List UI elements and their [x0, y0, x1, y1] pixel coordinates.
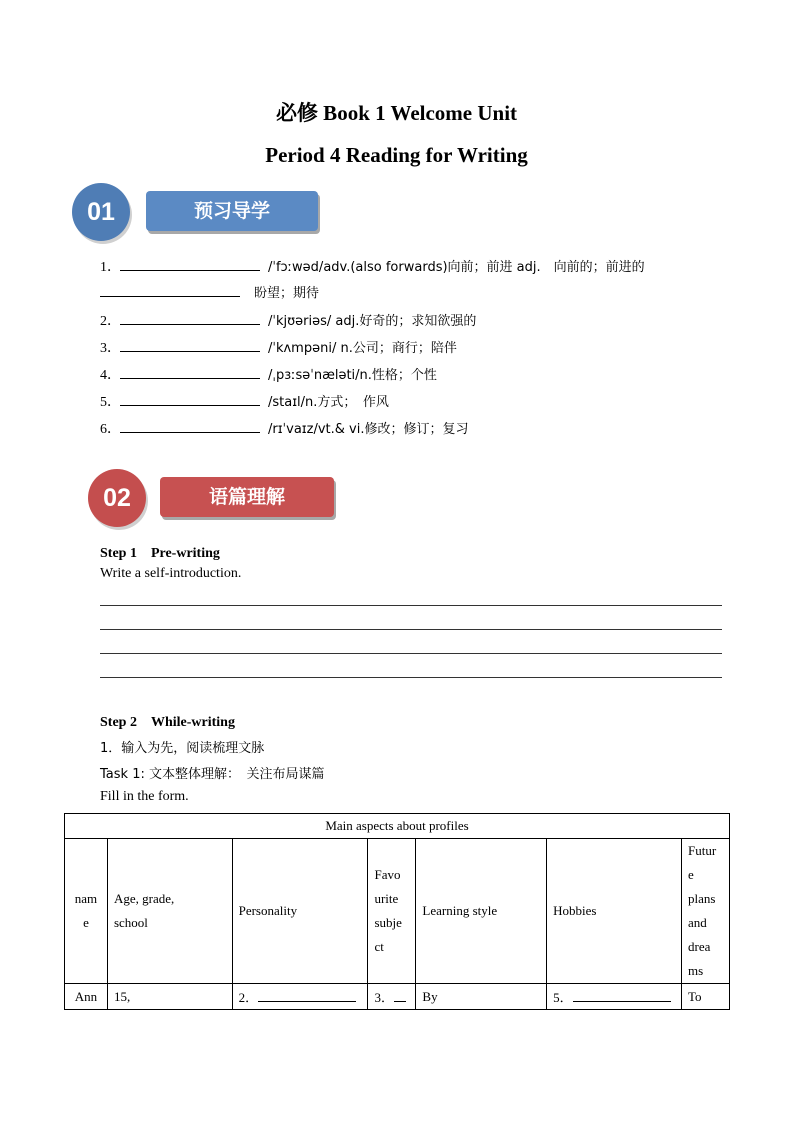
answer-blank[interactable] — [394, 989, 406, 1002]
page-title: 必修 Book 1 Welcome Unit — [275, 101, 518, 125]
answer-blank[interactable] — [120, 338, 260, 352]
step1-title: Step 1 Pre-writing — [100, 546, 220, 561]
vocab-item-5 — [100, 392, 389, 412]
vocab-definition: /rɪˈvaɪz/vt.& vi.修改；修订；复习 — [268, 422, 469, 437]
header-subject: Favo urite subje ct — [368, 839, 416, 984]
writing-line[interactable] — [100, 677, 722, 678]
answer-blank[interactable] — [258, 989, 356, 1002]
header-age: Age, grade, school — [107, 839, 232, 984]
vocab-definition: /staɪl/n.方式； 作风 — [268, 395, 389, 410]
profile-table — [64, 813, 730, 1010]
vocab-number: 5． — [100, 395, 121, 410]
step1-instruction: Write a self-introduction. — [100, 566, 242, 581]
vocab-definition: /ˈkjʊəriəs/ adj.好奇的；求知欲强的 — [268, 314, 477, 329]
answer-blank[interactable] — [120, 419, 260, 433]
vocab-item-4 — [100, 365, 437, 385]
vocab-number: 4． — [100, 368, 121, 383]
cell-hobbies: 5． — [547, 984, 682, 1010]
answer-blank[interactable] — [100, 283, 240, 297]
vocab-number: 3． — [100, 341, 121, 356]
vocab-item-2 — [100, 311, 476, 331]
table-row — [65, 984, 730, 1010]
header-hobbies: Hobbies — [547, 839, 682, 984]
vocab-number: 1． — [100, 260, 121, 275]
header-name: nam e — [65, 839, 108, 984]
step2-title: Step 2 While-writing — [100, 715, 235, 730]
writing-line[interactable] — [100, 605, 722, 606]
section-label: 预习导学 — [146, 191, 318, 231]
vocab-definition: /ˈfɔːwəd/adv.(also forwards)向前；前进 adj. 向前的；前进的 — [268, 260, 645, 275]
answer-blank[interactable] — [573, 989, 671, 1002]
header-future: Futur e plans and drea ms — [681, 839, 729, 984]
vocab-definition-cont: 盼望；期待 — [254, 286, 320, 301]
section-number: 02 — [88, 469, 146, 527]
fill-instruction: Fill in the form. — [100, 789, 189, 804]
answer-blank[interactable] — [120, 392, 260, 406]
step2-subheading: 1．输入为先，阅读梳理文脉 — [100, 741, 265, 756]
header-personality: Personality — [232, 839, 368, 984]
section-number: 01 — [72, 183, 130, 241]
cell-subject: 3． — [368, 984, 416, 1010]
section-label: 语篇理解 — [160, 477, 334, 517]
table-header-row — [65, 839, 730, 984]
writing-line[interactable] — [100, 653, 722, 654]
table-caption: Main aspects about profiles — [65, 814, 730, 839]
cell-name: Ann — [65, 984, 108, 1010]
cell-future: To — [681, 984, 729, 1010]
cell-learning-style: By — [416, 984, 547, 1010]
header-learning-style: Learning style — [416, 839, 547, 984]
vocab-number: 2． — [100, 314, 121, 329]
answer-blank[interactable] — [120, 311, 260, 325]
writing-line[interactable] — [100, 629, 722, 630]
vocab-definition: /ˌpɜːsəˈnæləti/n.性格；个性 — [268, 368, 437, 383]
vocab-item-3 — [100, 338, 457, 358]
vocab-number: 6． — [100, 422, 121, 437]
task1-heading: Task 1: 文本整体理解： 关注布局谋篇 — [100, 767, 325, 782]
answer-blank[interactable] — [120, 257, 260, 271]
vocab-item-1 — [100, 257, 645, 277]
page-subtitle: Period 4 Reading for Writing — [265, 143, 528, 167]
answer-blank[interactable] — [120, 365, 260, 379]
vocab-item-1-continued — [100, 283, 319, 303]
vocab-definition: /ˈkʌmpəni/ n.公司；商行；陪伴 — [268, 341, 457, 356]
vocab-item-6 — [100, 419, 468, 439]
cell-age: 15, — [107, 984, 232, 1010]
cell-personality: 2． — [232, 984, 368, 1010]
